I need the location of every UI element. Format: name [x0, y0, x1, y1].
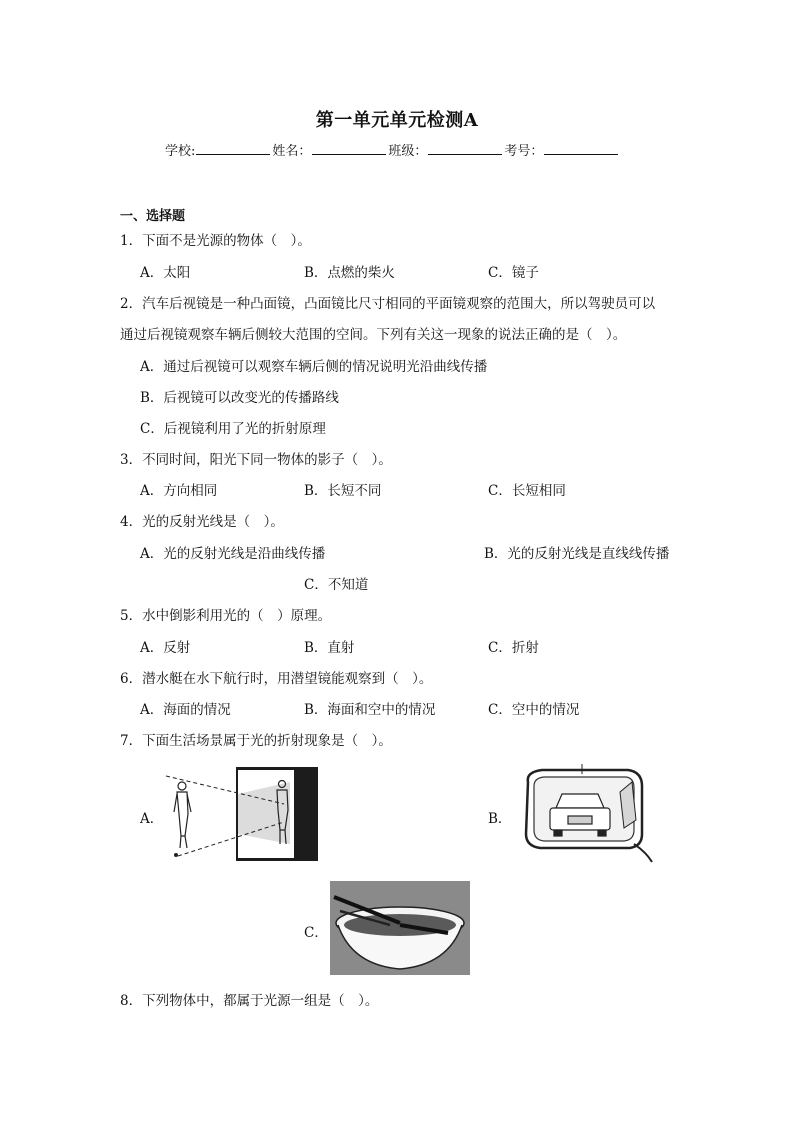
question-stem: 6．潜水艇在水下航行时，用潜望镜能观察到（ ）。	[120, 671, 433, 687]
name-blank[interactable]	[312, 141, 386, 155]
question-stem: 8．下列物体中，都属于光源一组是（ ）。	[120, 993, 379, 1009]
option-b[interactable]: B．长短不同	[304, 483, 382, 499]
section-title: 一、选择题	[120, 209, 186, 224]
page-title: 第一单元单元检测A	[315, 110, 479, 131]
option-b[interactable]: B．海面和空中的情况	[304, 702, 436, 718]
option-a[interactable]: A．海面的情况	[140, 702, 231, 718]
school-blank[interactable]	[196, 141, 270, 155]
option-c[interactable]: C．不知道	[304, 577, 369, 593]
option-b[interactable]: B．	[488, 811, 512, 827]
option-a[interactable]: A．	[140, 811, 164, 827]
student-info-line	[165, 140, 620, 159]
option-c[interactable]: C．后视镜利用了光的折射原理	[140, 421, 326, 437]
option-b[interactable]: B．后视镜可以改变光的传播路线	[140, 390, 339, 406]
option-c[interactable]: C．镜子	[488, 265, 539, 281]
option-a[interactable]: A．反射	[140, 640, 191, 656]
bowl-refraction-figure	[330, 881, 470, 975]
person-icon	[174, 782, 191, 848]
question-stem: 3．不同时间，阳光下同一物体的影子（ ）。	[120, 452, 392, 468]
exam-no-label: 考号：	[504, 144, 544, 159]
car-icon	[550, 794, 610, 836]
option-a[interactable]: A．方向相同	[140, 483, 218, 499]
option-c[interactable]: C．空中的情况	[488, 702, 580, 718]
option-c[interactable]: C．长短相同	[488, 483, 566, 499]
option-a[interactable]: A．太阳	[140, 265, 191, 281]
question-stem: 2．汽车后视镜是一种凸面镜，凸面镜比尺寸相同的平面镜观察的范围大，所以驾驶员可以	[120, 296, 656, 312]
class-label: 班级：	[388, 144, 428, 159]
school-label: 学校:	[165, 144, 196, 159]
option-c[interactable]: C．	[304, 925, 328, 941]
question-stem: 7．下面生活场景属于光的折射现象是（ ）。	[120, 733, 392, 749]
exam-no-blank[interactable]	[544, 141, 618, 155]
side-mirror-figure	[516, 764, 656, 864]
question-stem: 4．光的反射光线是（ ）。	[120, 514, 284, 530]
option-a[interactable]: A．光的反射光线是沿曲线传播	[140, 546, 326, 562]
class-blank[interactable]	[428, 141, 502, 155]
option-b[interactable]: B．点燃的柴火	[304, 265, 395, 281]
question-stem: 1．下面不是光源的物体（ ）。	[120, 233, 311, 249]
option-b[interactable]: B．光的反射光线是直线线传播	[484, 546, 670, 562]
mirror-reflection-figure	[160, 764, 320, 864]
option-c[interactable]: C．折射	[488, 640, 539, 656]
name-label: 姓名：	[272, 144, 312, 159]
option-b[interactable]: B．直射	[304, 640, 355, 656]
option-a[interactable]: A．通过后视镜可以观察车辆后侧的情况说明光沿曲线传播	[140, 359, 488, 375]
question-stem: 5．水中倒影利用光的（ ）原理。	[120, 608, 332, 624]
question-stem-cont: 通过后视镜观察车辆后侧较大范围的空间。下列有关这一现象的说法正确的是（ ）。	[120, 327, 627, 343]
